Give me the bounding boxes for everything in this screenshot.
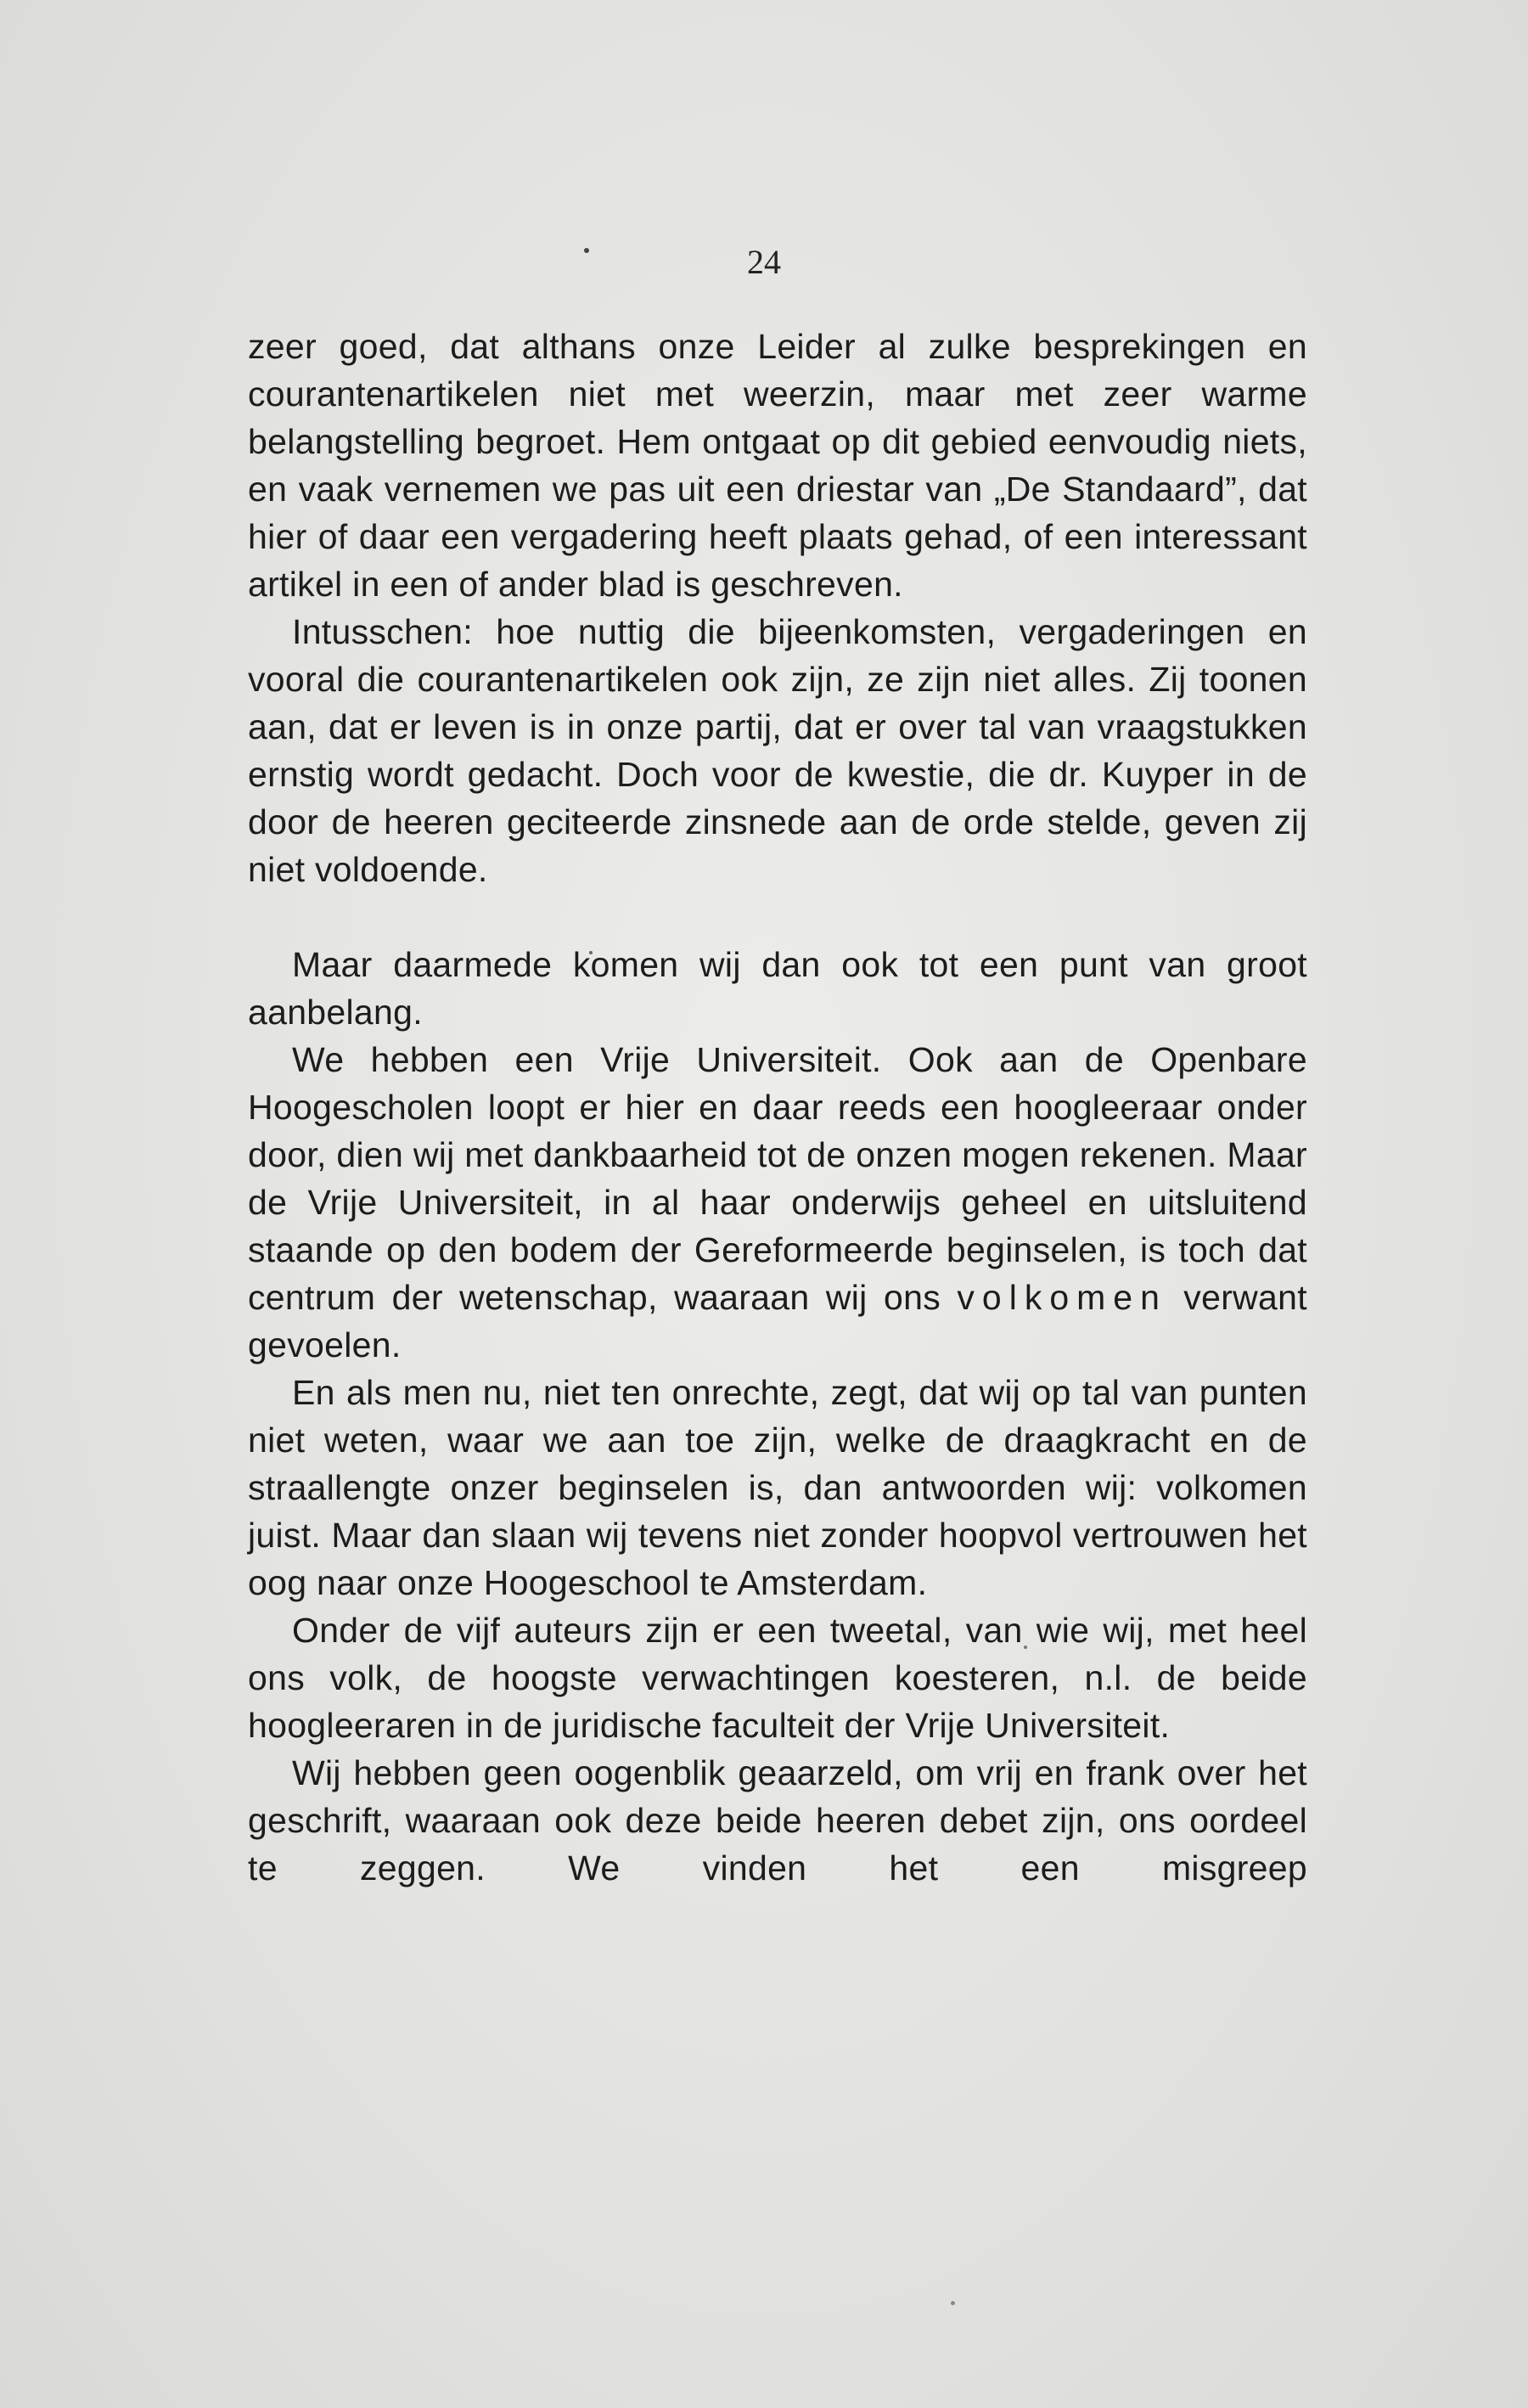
section-break <box>248 893 1307 941</box>
paragraph: zeer goed, dat althans onze Leider al zulke besprekingen en courantenartikelen niet met weerzin, maar met zeer warme belangstelling begroet. Hem ontgaat op dit gebied eenvoudig niets, en vaak vernemen we pas uit een driestar van „De Standaard”, dat hier of daar een vergadering heeft plaats gehad, of een interessant artikel in een of ander blad is geschreven. <box>248 327 1307 604</box>
print-speck <box>951 2301 955 2305</box>
paragraph: Maar daarmede komen wij dan ook tot een punt van groot aanbelang. <box>248 945 1307 1032</box>
body-text <box>248 323 1307 1892</box>
emphasized-word: volkomen <box>957 1278 1167 1317</box>
paragraph: Intusschen: hoe nuttig die bijeenkomsten, vergaderingen en vooral die courantenartikelen ook zijn, ze zijn niet alles. Zij toonen aan, dat er leven is in onze partij, dat er over tal van vraagstukken ernstig wordt gedacht. Doch voor de kwestie, die dr. Kuyper in de door de heeren geciteerde zinsnede aan de orde stelde, geven zij niet voldoende. <box>248 612 1307 889</box>
paragraph: En als men nu, niet ten onrechte, zegt, dat wij op tal van punten niet weten, waar we aan toe zijn, welke de draagkracht en de straallengte onzer beginselen is, dan antwoorden wij: volkomen juist. Maar dan slaan wij tevens niet zonder hoopvol vertrouwen het oog naar onze Hoogeschool te Amsterdam. <box>248 1373 1307 1602</box>
page-number: 24 <box>747 243 781 281</box>
paragraph-text: We hebben een Vrije Universiteit. Ook aan de Openbare Hoogescholen loopt er hier en daar reeds een hoogleeraar onder door, dien wij met dankbaarheid tot de onzen mogen rekenen. Maar de Vrije Universiteit, in al haar onderwijs geheel en uitsluitend staande op den bodem der Gereformeerde beginselen, is toch dat centrum der wetenschap, waaraan wij ons <box>248 1040 1307 1317</box>
paragraph-text: verwant gevoelen. <box>248 1278 1307 1364</box>
paragraph <box>248 1036 1307 1369</box>
paragraph: Wij hebben geen oogenblik geaarzeld, om vrij en frank over het geschrift, waaraan ook deze beide heeren debet zijn, ons oordeel te zeggen. We vinden het een misgreep <box>248 1753 1307 1888</box>
paragraph: Onder de vijf auteurs zijn er een tweetal, van wie wij, met heel ons volk, de hoogste verwachtingen koesteren, n.l. de beide hoogleeraren in de juridische faculteit der Vrije Universiteit. <box>248 1611 1307 1745</box>
